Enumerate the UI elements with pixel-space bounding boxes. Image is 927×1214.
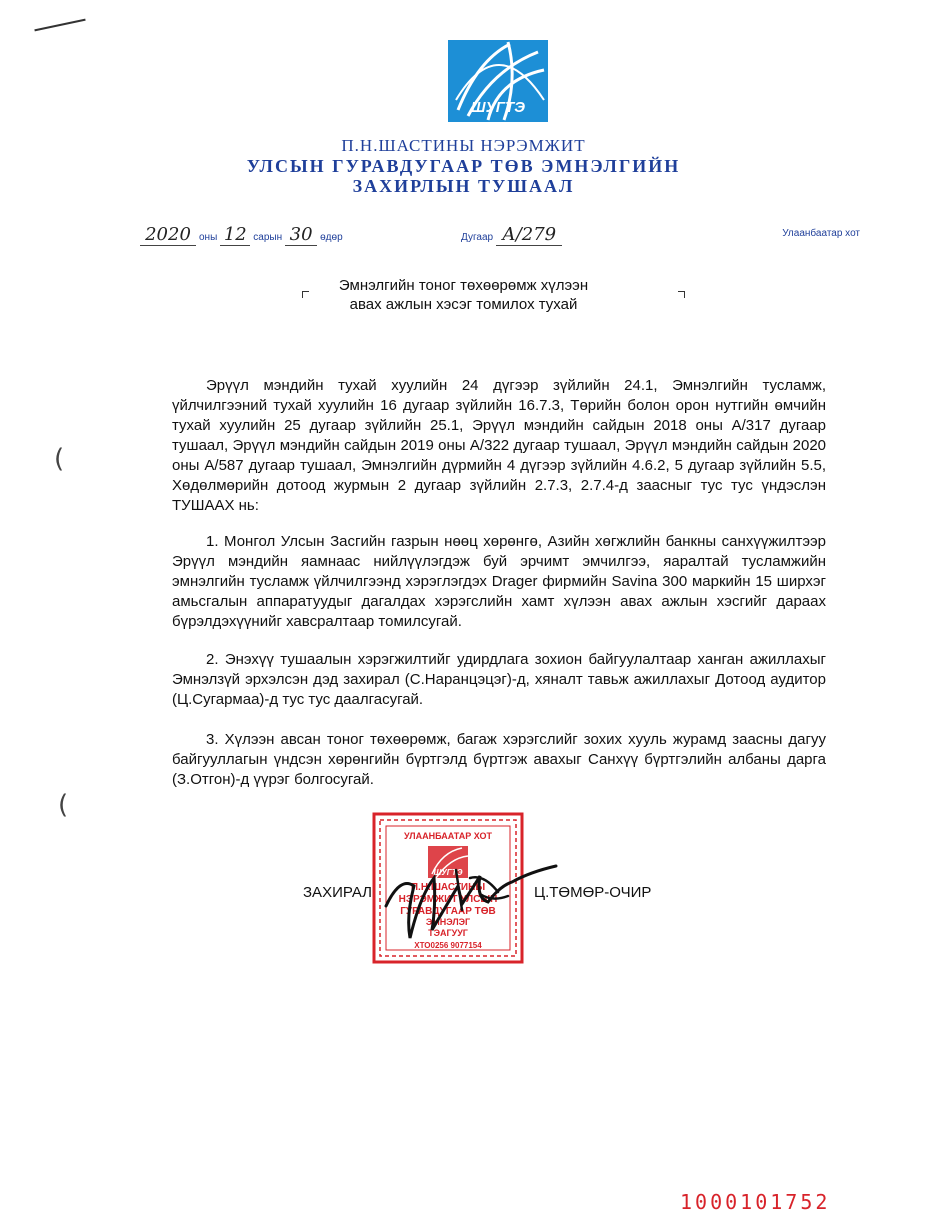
- handwritten-signature: [380, 846, 570, 946]
- stamp-line-1: П.Н.ШАСТИНЫ: [410, 882, 486, 893]
- stamp-line-5: ТЭАГУУГ: [428, 928, 468, 938]
- stamp-logo-text: ШУГТЭ: [433, 868, 463, 877]
- subject-line-2: авах ажлын хэсэг томилох тухай: [349, 296, 578, 313]
- document-number-block: [458, 224, 562, 246]
- order-item-2: 2. Энэхүү тушаалын хэрэгжилтийг удирдлага зохион байгуулалтаар ханган ажиллахыг Эмнэлзүй эрхэлсэн дэд захирал (С.Наранцэцэг)-д, хяналт тавьж ажиллахыг Дотоод аудитор (Ц.Сугармаа)-д тус тус даалгасугай.: [172, 651, 826, 708]
- subject-corner-left: [302, 291, 309, 298]
- header-line-1: П.Н.ШАСТИНЫ НЭРЭМЖИТ: [341, 136, 586, 155]
- city-label: Улаанбаатар хот: [782, 228, 860, 239]
- stamp-line-2: НЭРЭМЖИТ УЛСЫН: [398, 894, 498, 905]
- preamble-paragraph: Эрүүл мэндийн тухай хуулийн 24 дүгээр зүйлийн 24.1, Эмнэлгийн тусламж, үйлчилгээний тухай хуулийн 16 дугаар зүйлийн 16.7.3, Төрийн болон орон нутгийн өмчийн тухай хуулийн 25 дугаар зүйлийн 25.1, Эрүүл мэндийн сайдын 2018 оны А/317 дугаар тушаал, Эрүүл мэндийн сайдын 2019 оны А/322 дугаар тушаал, Эрүүл мэндийн сайдын 2020 оны А/587 дугаар тушаал, Эмнэлгийн дүрмийн 4 дүгээр зүйлийн 4.6.2, 5 дугаар зүйлийн 5.5, Хөдөлмөрийн дотоод журмын 2 дугаар зүйлийн 2.7.3, 2.7.4-д заасныг тус тус үндэслэн ТУШААХ нь:: [172, 377, 826, 514]
- date-number-row: [140, 224, 860, 248]
- logo-text: ШУГТЭ: [470, 99, 526, 116]
- order-item-1: 1. Монгол Улсын Засгийн газрын нөөц хөрөнгө, Азийн хөгжлийн банкны санхүүжилтээр Эрүүл мэндийн яамнаас нийлүүлэгдэж буй эрчимт эмчилгээ, яаралтай тусламжийн эмнэлгийн тусламж үйлчилгээнд хэрэглэгдэх Drager фирмийн Savina 300 маркийн 15 ширхэг амьсгалын аппаратуудыг дагалдах хэрэгслийн хамт хүлээн авах ажлын хэсгийг дараах бүрэлдэхүүнийг хавсралтаар томилсугай.: [172, 533, 826, 630]
- date-year: 2020: [140, 224, 196, 246]
- document-title: ЗАХИРЛЫН ТУШААЛ: [352, 176, 575, 196]
- document-number: А/279: [496, 224, 562, 246]
- subject-line-1: Эмнэлгийн тоног төхөөрөмж хүлээн: [338, 277, 589, 294]
- year-label: оны: [199, 232, 218, 243]
- day-label: өдөр: [320, 232, 343, 243]
- footer-serial-number: 1000101752: [680, 1190, 831, 1214]
- stamp-line-3: ГУРАВДУГААР ТӨВ: [400, 906, 496, 917]
- subject: [0, 276, 927, 314]
- punch-hole-mark-top: (: [54, 444, 65, 474]
- punch-hole-mark-bottom: (: [58, 790, 69, 820]
- signatory-name: Ц.ТӨМӨР-ОЧИР: [534, 884, 652, 901]
- month-label: сарын: [253, 232, 283, 243]
- stamp-line-6: ХТО0256 9077154: [414, 941, 482, 950]
- signatory-title: ЗАХИРАЛ: [303, 884, 373, 901]
- organization-logo: [448, 40, 548, 122]
- subject-corner-right: [678, 291, 685, 298]
- header-line-2: УЛСЫН ГУРАВДУГААР ТӨВ ЭМНЭЛГИЙН: [246, 156, 681, 176]
- order-item-3: 3. Хүлээн авсан тоног төхөөрөмж, багаж хэрэгслийг зохих хууль журамд заасны дагуу байгууллагын үндсэн хөрөнгийн бүртгэлд бүртгэж авахыг Санхүү бүртгэлийн албаны дарга (З.Отгон)-д үүрэг болгосугай.: [172, 731, 826, 788]
- number-label: Дугаар: [461, 232, 494, 243]
- stamp-top-text: УЛААНБААТАР ХОТ: [404, 831, 492, 841]
- scan-mark: [34, 19, 85, 32]
- stamp-line-4: ЭМНЭЛЭГ: [425, 917, 471, 927]
- date-month: 12: [220, 224, 250, 246]
- date-day: 30: [285, 224, 317, 246]
